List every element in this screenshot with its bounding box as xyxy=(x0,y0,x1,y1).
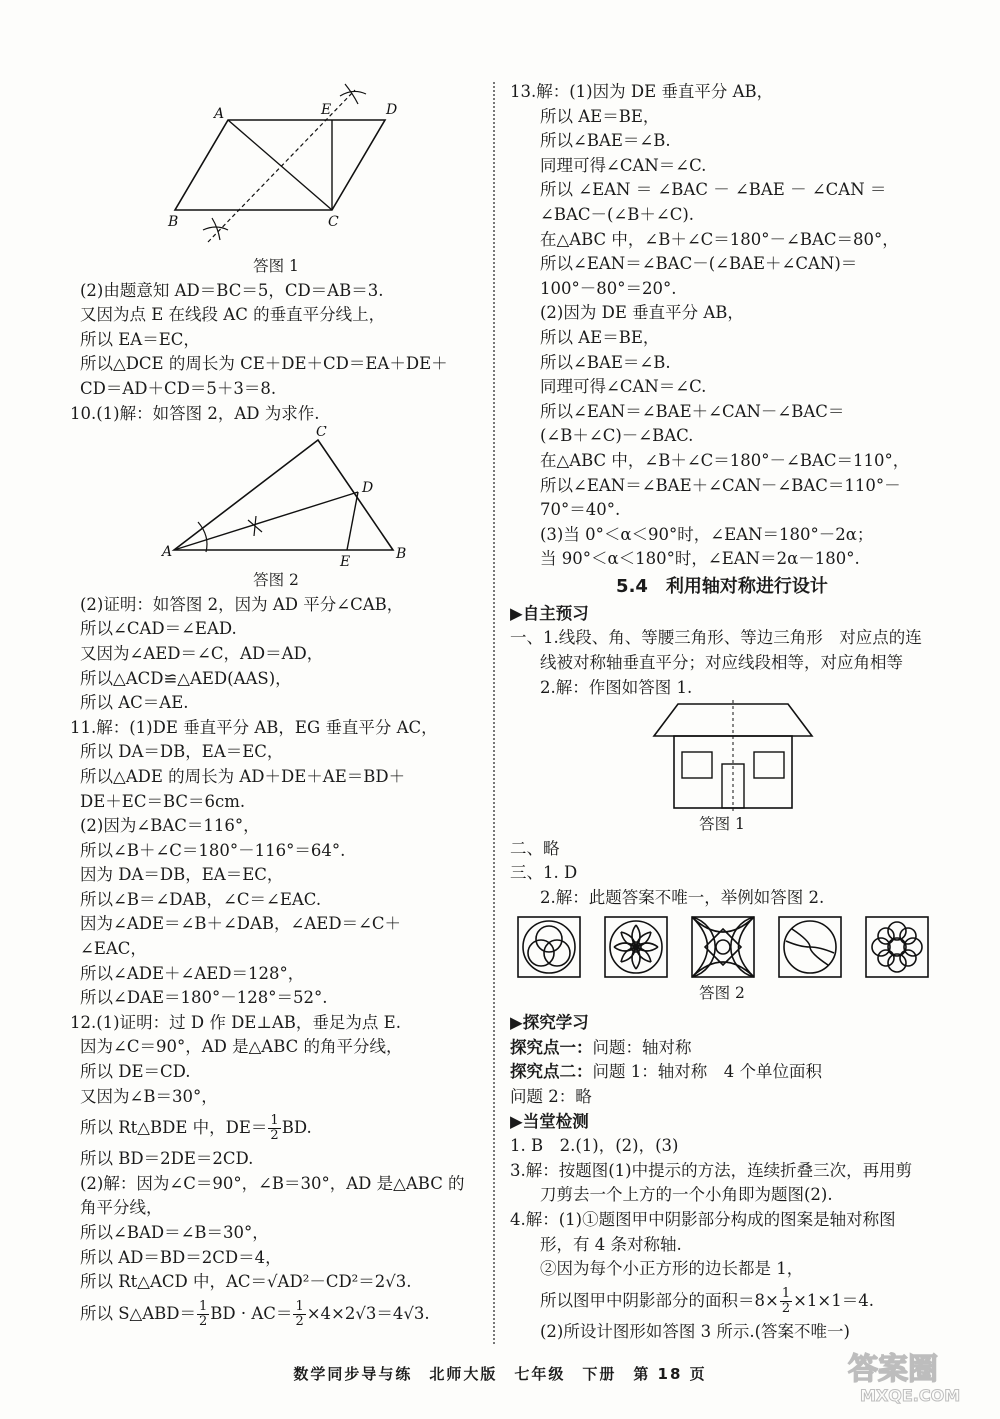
svg-text:MXQE.COM: MXQE.COM xyxy=(860,1386,961,1405)
preview-block-2 xyxy=(510,837,934,911)
house-diagram xyxy=(510,700,934,812)
left-block-3 xyxy=(70,1147,482,1295)
explore-heading: ▶探究学习 xyxy=(510,1013,589,1033)
explore-block xyxy=(510,1036,934,1110)
explore-item xyxy=(510,1036,934,1061)
text-line: 所以 DE＝CD. xyxy=(80,1062,191,1082)
text-line: 所以∠BAE＝∠B. xyxy=(540,352,671,372)
explore-text: 问题 1：轴对称 4 个单位面积 xyxy=(592,1062,822,1082)
text-line: 所以 AD＝BD＝2CD＝4， xyxy=(80,1247,282,1267)
text-line: 所以 DA＝DB，EA＝EC， xyxy=(80,742,284,762)
house-figure xyxy=(510,700,934,812)
text-line: 所以∠ADE＋∠AED＝128°， xyxy=(80,963,305,983)
text-line: 所以 ∠EAN ＝ ∠BAC － ∠BAE － ∠CAN ＝ xyxy=(540,180,887,200)
text-line: 所以∠CAD＝∠EAD. xyxy=(80,619,237,639)
label-B: B xyxy=(168,214,179,230)
text-line: 所以△DCE 的周长为 CE＋DE＋CD＝EA＋DE＋ xyxy=(80,354,448,374)
figure-1-caption: 答图 1 xyxy=(253,257,299,275)
left-block-2 xyxy=(70,593,482,1109)
text-line: 同理可得∠CAN＝∠C. xyxy=(540,377,707,397)
text-line: 10.(1)解：如答图 2，AD 为求作. xyxy=(70,403,320,423)
text-line: 所以∠EAN＝∠BAE＋∠CAN－∠BAC＝110°－ xyxy=(540,475,901,495)
label-B: B xyxy=(396,546,407,563)
text-line: 因为 DA＝DB，EA＝EC， xyxy=(80,865,284,885)
label-A: A xyxy=(214,106,225,122)
text-line: 1. B 2.(1)，(2)，(3) xyxy=(510,1136,679,1156)
text-line: 所以 Rt△ACD 中，AC＝√AD²－CD²＝2√3. xyxy=(80,1272,412,1292)
text-line: 在△ABC 中，∠B＋∠C＝180°－∠BAC＝110°， xyxy=(540,450,910,470)
fraction: $\frac{1}{2}$ xyxy=(270,1113,279,1144)
column-divider xyxy=(493,82,495,1344)
text-line: 所以△ADE 的周长为 AD＋DE＋AE＝BD＋ xyxy=(80,766,406,786)
text-line: 同理可得∠CAN＝∠C. xyxy=(540,155,707,175)
text-line: 所以 BD＝2DE＝2CD. xyxy=(80,1149,254,1169)
fraction: $\frac{1}{2}$ xyxy=(295,1298,304,1329)
text-line: 所以∠DAE＝180°－128°＝52°. xyxy=(80,988,328,1008)
text-line: 所以 AC＝AE. xyxy=(80,693,189,713)
figure-2-caption: 答图 2 xyxy=(253,571,299,590)
right-column xyxy=(510,80,934,1344)
explore-text: 问题：轴对称 xyxy=(592,1037,692,1057)
text-line: 又因为点 E 在线段 AC 的垂直平分线上， xyxy=(80,305,386,325)
explore-item xyxy=(510,1060,934,1085)
text-line: 所以 AE＝BE， xyxy=(540,106,660,126)
text-line: (2)由题意知 AD＝BC＝5，CD＝AB＝3. xyxy=(80,280,384,300)
label-C: C xyxy=(328,214,339,230)
text-line: 11.解：(1)DE 垂直平分 AB，EG 垂直平分 AC， xyxy=(70,717,438,737)
text-line: (2)因为 DE 垂直平分 AB， xyxy=(540,303,744,323)
left-block-1 xyxy=(70,279,482,427)
text-line: ∠EAC， xyxy=(80,939,147,959)
text-line: 100°－80°＝20°. xyxy=(540,278,677,298)
explore-item xyxy=(510,1085,934,1110)
preview-heading: ▶自主预习 xyxy=(510,603,589,623)
left-column xyxy=(70,80,482,1333)
text-line: 三、1. D xyxy=(510,863,578,883)
text-line: 2.解：作图如答图 1. xyxy=(540,677,693,697)
patterns-diagram xyxy=(510,911,934,981)
figure-2 xyxy=(70,426,482,568)
label-A: A xyxy=(162,544,173,561)
text-line: ②因为每个小正方形的边长都是 1， xyxy=(540,1259,804,1279)
label-E: E xyxy=(321,102,332,118)
text-line: 所以∠BAD＝∠B＝30°， xyxy=(80,1223,269,1242)
check-frac-line: 所以图甲中阴影部分的面积＝8× $\frac{1}{2}$ ×1×1＝4. xyxy=(540,1285,874,1316)
triangle-diagram xyxy=(70,426,480,568)
text-line: (3)当 0°＜α＜90°时，∠EAN＝180°－2α； xyxy=(540,524,874,544)
text-line: 所以∠EAN＝∠BAE＋∠CAN－∠BAC＝ xyxy=(540,401,845,421)
text-line: 所以 EA＝EC， xyxy=(80,329,200,349)
section-title: 5.4 利用轴对称进行设计 xyxy=(616,575,828,597)
check-last-line: (2)所设计图形如答图 3 所示.(答案不唯一) xyxy=(540,1321,850,1341)
text-line: 又因为∠B＝30°， xyxy=(80,1086,218,1106)
text-line: 所以 AE＝BE， xyxy=(540,327,660,347)
text-line: 所以∠EAN＝∠BAC－(∠BAE＋∠CAN)＝ xyxy=(540,254,858,274)
text-line: 因为∠ADE＝∠B＋∠DAB，∠AED＝∠C＋ xyxy=(80,914,402,934)
label-C: C xyxy=(316,426,327,441)
text-line: 又因为∠AED＝∠C，AD＝AD， xyxy=(80,643,324,663)
text-line: 刀剪去一个上方的一个小角即为题图(2). xyxy=(540,1185,833,1205)
text-line: 角平分线， xyxy=(80,1198,163,1218)
patterns-caption: 答图 2 xyxy=(699,983,745,1002)
right-block-1 xyxy=(510,80,934,572)
check-block xyxy=(510,1134,934,1282)
text-line: (2)因为∠BAC＝116°， xyxy=(80,816,260,836)
house-caption: 答图 1 xyxy=(699,815,745,834)
text-line: 一、1.线段、角、等腰三角形、等边三角形 对应点的连 xyxy=(510,628,922,648)
fraction: $\frac{1}{2}$ xyxy=(781,1285,791,1316)
preview-block xyxy=(510,626,934,700)
text-line: 4.解：(1)①题图甲中阴影部分构成的图案是轴对称图 xyxy=(510,1209,896,1229)
fraction: $\frac{1}{2}$ xyxy=(199,1298,208,1329)
text-line: (2)解：因为∠C＝90°，∠B＝30°，AD 是△ABC 的 xyxy=(80,1173,465,1193)
patterns-figure xyxy=(510,911,934,981)
text-line: 所以∠B＋∠C＝180°－116°＝64°. xyxy=(80,840,346,860)
text-line: 2.解：此题答案不唯一，举例如答图 2. xyxy=(540,888,825,908)
text-line: 13.解：(1)因为 DE 垂直平分 AB， xyxy=(510,82,774,101)
text-line: ∠BAC－(∠B＋∠C). xyxy=(540,204,695,224)
text-line: DE＋EC＝BC＝6cm. xyxy=(80,791,246,811)
text-line: 二、略 xyxy=(510,838,560,858)
text-line: 线被对称轴垂直平分；对应线段相等，对应角相等 xyxy=(540,653,903,673)
text-line: 12.(1)证明：过 D 作 DE⊥AB，垂足为点 E. xyxy=(70,1012,401,1032)
frac-line-2: 所以 S△ABD＝ $\frac{1}{2}$ BD · AC＝ $\frac{1}{2}$ ×4×2√3＝4√3. xyxy=(80,1298,430,1329)
text-line: CD＝AD＋CD＝5＋3＝8. xyxy=(80,378,277,398)
text-line: 当 90°＜α＜180°时，∠EAN＝2α－180°. xyxy=(540,549,860,569)
figure-1 xyxy=(70,80,482,256)
svg-text:答案圈: 答案圈 xyxy=(848,1352,938,1387)
explore-text: 问题 2：略 xyxy=(510,1087,592,1106)
label-D: D xyxy=(386,102,398,118)
text-line: (2)证明：如答图 2，因为 AD 平分∠CAB， xyxy=(80,594,404,614)
label-E: E xyxy=(340,554,351,569)
text-line: 所以△ACD≌△AED(AAS)， xyxy=(80,668,292,688)
text-line: 所以∠B＝∠DAB，∠C＝∠EAC. xyxy=(80,889,322,909)
text-line: 因为∠C＝90°，AD 是△ABC 的角平分线， xyxy=(80,1037,403,1057)
text-line: 在△ABC 中，∠B＋∠C＝180°－∠BAC＝80°， xyxy=(540,229,899,249)
check-heading: ▶当堂检测 xyxy=(510,1111,589,1131)
text-line: 70°＝40°. xyxy=(540,500,621,520)
explore-key: 探究点二： xyxy=(510,1062,593,1082)
page-footer: 数学同步导与练 北师大版 七年级 下册 第 18 页 xyxy=(293,1365,707,1383)
explore-key: 探究点一： xyxy=(510,1037,593,1057)
text-line: 3.解：按题图(1)中提示的方法，连续折叠三次，再用剪 xyxy=(510,1160,913,1180)
label-D: D xyxy=(362,480,374,497)
text-line: (∠B＋∠C)－∠BAC. xyxy=(540,426,694,446)
text-line: 形，有 4 条对称轴. xyxy=(540,1234,682,1254)
frac-line-1: 所以 Rt△BDE 中，DE＝ $\frac{1}{2}$ BD. xyxy=(80,1113,312,1144)
watermark-logo xyxy=(838,1345,988,1407)
text-line: 所以∠BAE＝∠B. xyxy=(540,131,671,151)
parallelogram-diagram xyxy=(70,80,480,256)
